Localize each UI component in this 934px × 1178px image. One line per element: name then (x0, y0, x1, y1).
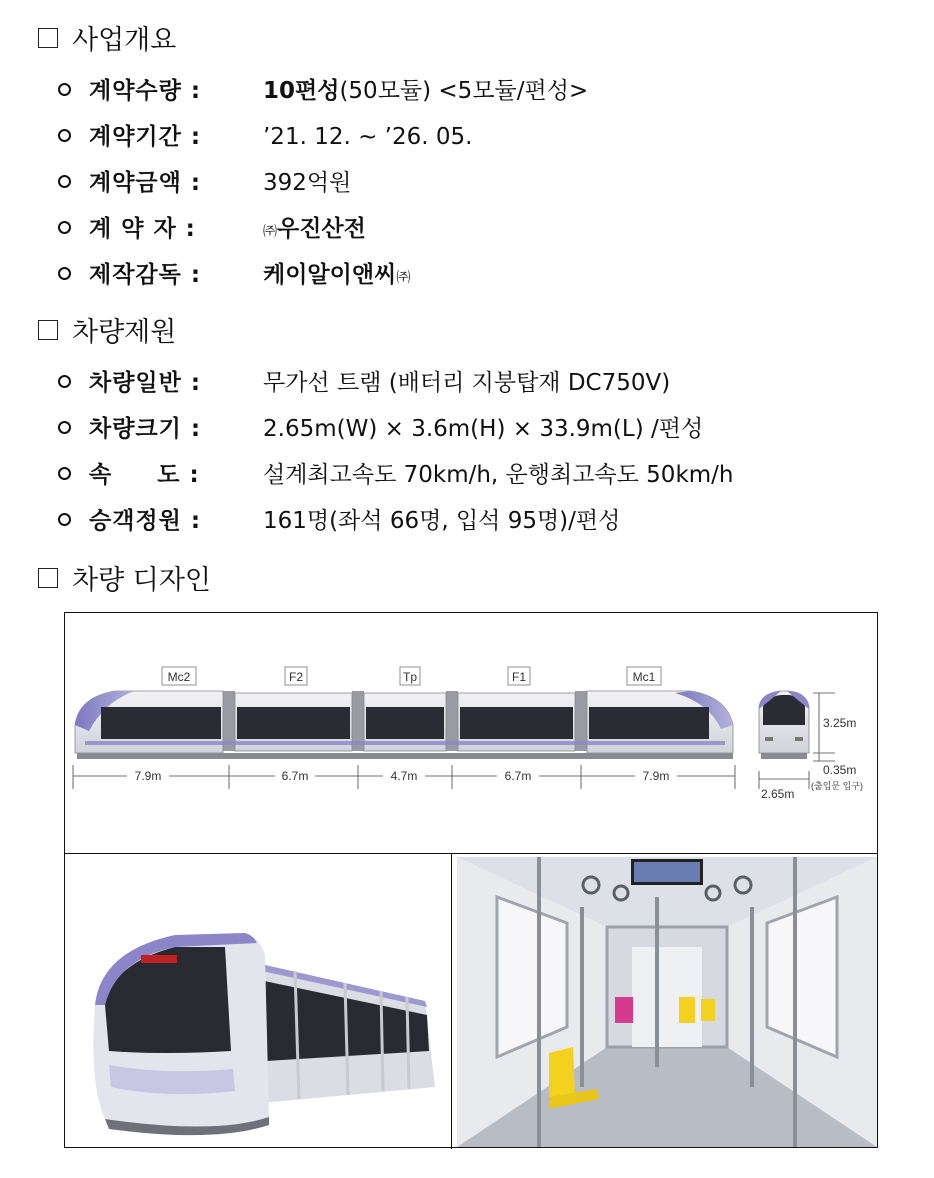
item-value: 2.65m(W) × 3.6m(H) × 33.9m(L) /편성 (263, 416, 704, 442)
spec-item (58, 502, 620, 535)
module-label-f2: F2 (288, 670, 304, 684)
overview-item (58, 118, 472, 151)
overview-item (58, 164, 351, 197)
item-value: ’21. 12. ~ ’26. 05. (263, 124, 473, 150)
module-labels (162, 667, 661, 685)
checkbox-square-icon (38, 28, 58, 48)
item-label: 차량일반 : (89, 370, 202, 396)
overview-item (58, 72, 588, 105)
value-small: ㈜ (396, 270, 411, 286)
item-value: 392억원 (263, 170, 352, 196)
section-header-design (38, 558, 211, 597)
module-label-mc1: Mc1 (632, 670, 656, 684)
item-label: 승객정원 : (89, 508, 202, 534)
item-value (263, 210, 366, 243)
length-label: 4.7m (390, 769, 418, 783)
height-label: 3.25m (823, 716, 857, 730)
section-title: 사업개요 (72, 25, 177, 56)
item-label: 차량크기 : (89, 416, 202, 442)
floor-note-label: (출입문 입구) (811, 781, 863, 791)
spec-item (58, 410, 703, 443)
bullet-circle-icon (58, 175, 71, 188)
item-label: 제작감독 : (89, 262, 202, 288)
item-value (263, 72, 588, 105)
design-figure-frame (64, 612, 878, 1148)
bullet-circle-icon (58, 513, 71, 526)
value-bold: 케이알이앤씨 (263, 262, 397, 288)
floor-height-label: 0.35m (823, 763, 857, 777)
bullet-circle-icon (58, 467, 71, 480)
overview-item (58, 210, 366, 243)
item-value: 설계최고속도 70km/h, 운행최고속도 50km/h (263, 462, 734, 488)
section-title: 차량 디자인 (72, 565, 211, 596)
section-header-overview (38, 18, 176, 57)
value-bold: 10편성 (263, 78, 340, 104)
tram-side-diagram (65, 613, 877, 851)
checkbox-square-icon (38, 568, 58, 588)
item-label: 계약기간 : (89, 124, 202, 150)
module-label-mc2: Mc2 (167, 670, 191, 684)
item-value (263, 256, 410, 289)
tram-interior-image (457, 857, 877, 1147)
figure-divider-horizontal (65, 853, 877, 854)
length-label: 7.9m (642, 769, 670, 783)
section-header-specs (38, 310, 176, 349)
bullet-circle-icon (58, 421, 71, 434)
checkbox-square-icon (38, 320, 58, 340)
value-text: (50모듈) <5모듈/편성> (339, 78, 589, 104)
bullet-circle-icon (58, 129, 71, 142)
bullet-circle-icon (58, 83, 71, 96)
bullet-circle-icon (58, 267, 71, 280)
length-label: 6.7m (281, 769, 309, 783)
figure-divider-vertical (451, 853, 452, 1149)
spec-item (58, 456, 734, 489)
module-label-f1: F1 (511, 670, 527, 684)
item-value: 161명(좌석 66명, 입석 95명)/편성 (263, 508, 621, 534)
spec-item (58, 364, 670, 397)
item-label: 계 약 자 : (89, 216, 196, 242)
value-bold: 우진산전 (277, 216, 366, 242)
length-label: 6.7m (504, 769, 532, 783)
bullet-circle-icon (58, 221, 71, 234)
item-label: 계약금액 : (89, 170, 202, 196)
tram-exterior-image (65, 855, 451, 1147)
width-label: 2.65m (761, 787, 795, 801)
length-label: 7.9m (134, 769, 162, 783)
item-value: 무가선 트램 (배터리 지붕탑재 DC750V) (263, 370, 671, 396)
section-title: 차량제원 (72, 317, 177, 348)
item-label: 속 도 : (89, 462, 200, 488)
item-label: 계약수량 : (89, 78, 202, 104)
overview-item (58, 256, 410, 289)
value-small: ㈜ (263, 224, 277, 240)
module-label-tp: Tp (402, 670, 418, 684)
tram-front-view (759, 691, 809, 759)
tram-body-group (75, 691, 733, 759)
bullet-circle-icon (58, 375, 71, 388)
